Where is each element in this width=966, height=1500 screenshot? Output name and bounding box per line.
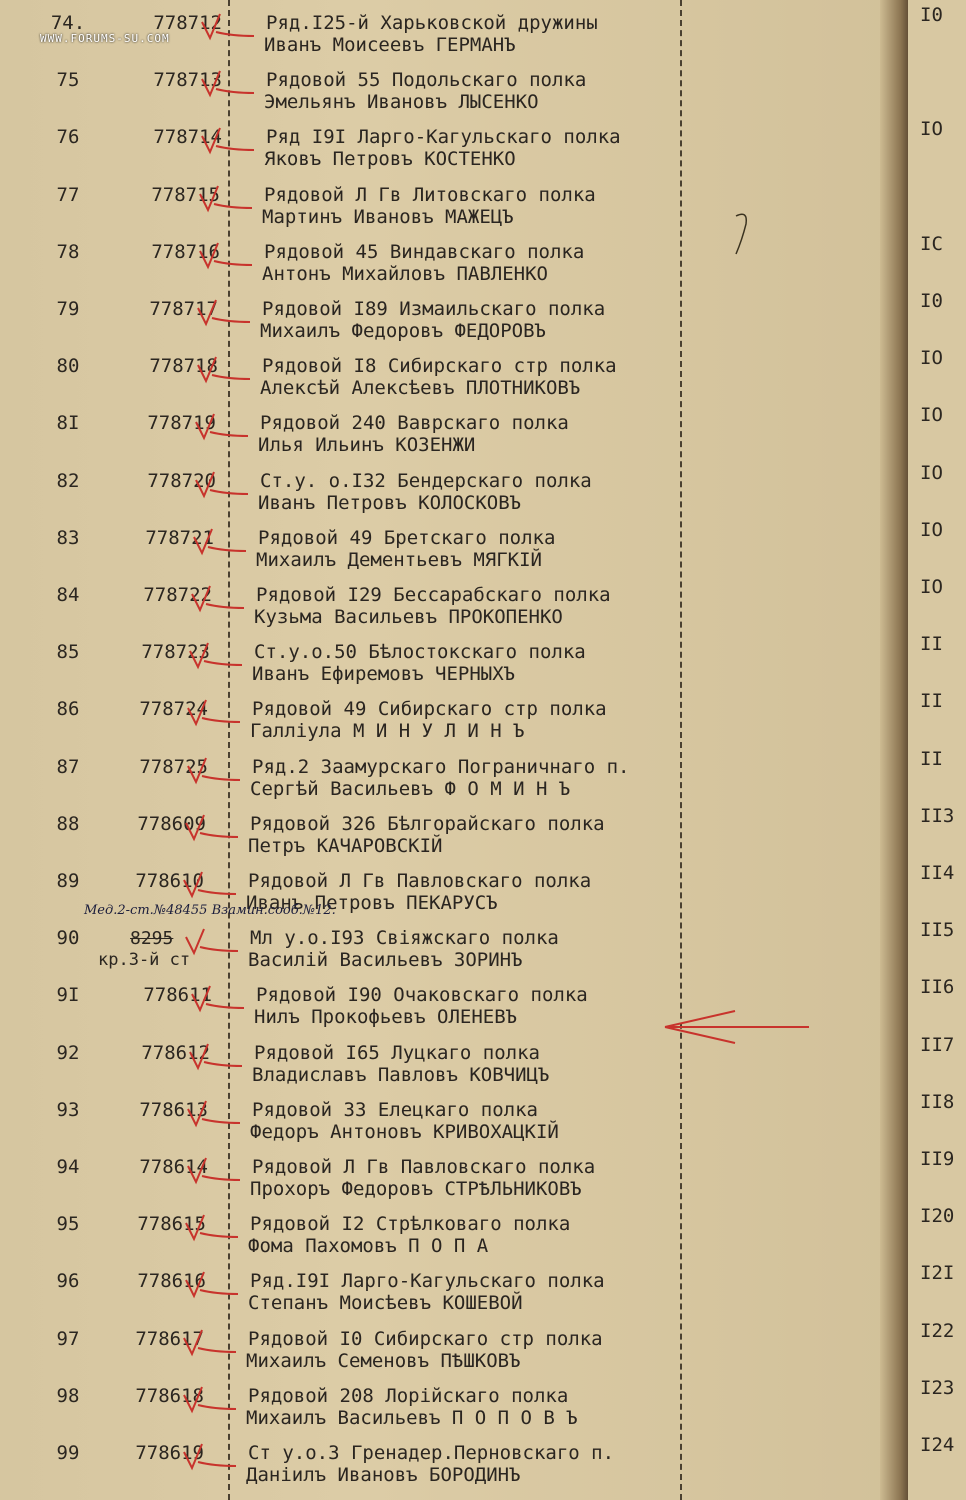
entry-name: Михаилъ Дементьевъ МЯГКIЙ bbox=[256, 548, 542, 571]
entry-number: 8I bbox=[56, 412, 80, 435]
check-mark-icon bbox=[184, 1156, 244, 1186]
registry-number: 778616 bbox=[137, 1270, 206, 1293]
entry-number: 75 bbox=[56, 69, 80, 92]
entry-name: Иванъ Петровъ ПЕКАРУСЪ bbox=[246, 892, 498, 914]
page-number: II6 bbox=[920, 976, 955, 999]
page-number: II7 bbox=[920, 1033, 955, 1056]
entry-name: Илья Ильинъ КОЗЕНЖИ bbox=[258, 434, 476, 457]
entry-unit: Рядовой I89 Измаильскаго полка bbox=[262, 298, 606, 320]
entry-number: 83 bbox=[56, 526, 80, 549]
list-item bbox=[0, 1385, 880, 1442]
entry-unit: Ряд I9I Ларго-Кагульскаго полка bbox=[266, 126, 621, 149]
list-item bbox=[0, 412, 880, 469]
list-item bbox=[0, 756, 880, 813]
page-number: II3 bbox=[920, 804, 955, 827]
entry-name: Прохоръ Федоровъ СТРѢЛЬНИКОВЪ bbox=[250, 1178, 582, 1200]
entry-unit: Рядовой 33 Елецкаго полка bbox=[252, 1098, 538, 1121]
entry-unit: Ряд.I25-й Харьковской дружины bbox=[266, 12, 598, 34]
check-mark-icon bbox=[182, 927, 242, 957]
list-item bbox=[0, 1042, 880, 1099]
registry-number: 778724 bbox=[139, 698, 208, 721]
entry-unit: Рядовой 208 Лорiйскаго полка bbox=[248, 1384, 569, 1407]
entry-name: Владиславъ Павловъ КОВЧИЦЪ bbox=[252, 1063, 550, 1086]
check-mark-icon bbox=[182, 1213, 242, 1243]
list-item bbox=[0, 1328, 880, 1385]
registry-number: 778614 bbox=[139, 1156, 208, 1178]
entry-name: Василiй Васильевъ ЗОРИНЪ bbox=[248, 949, 523, 972]
check-mark-icon bbox=[186, 1042, 246, 1072]
page-number: II8 bbox=[920, 1090, 955, 1113]
entry-number: 74. bbox=[50, 12, 86, 34]
check-mark-icon bbox=[196, 241, 256, 271]
page-number: IO bbox=[920, 347, 943, 370]
page-number: II bbox=[920, 747, 943, 770]
pencil-mark-icon bbox=[728, 210, 758, 270]
entry-number: 92 bbox=[56, 1041, 80, 1064]
entry-name: Галлiула М И Н У Л И Н Ъ bbox=[250, 720, 525, 743]
check-mark-icon bbox=[188, 584, 248, 614]
registry-number: 778723 bbox=[141, 641, 210, 664]
list-item bbox=[0, 641, 880, 698]
book-gutter bbox=[880, 0, 910, 1500]
registry-number: 778725 bbox=[139, 755, 208, 778]
check-mark-icon bbox=[196, 184, 256, 214]
entry-number: 77 bbox=[56, 183, 80, 206]
registry-number: 778611 bbox=[143, 984, 212, 1007]
list-item bbox=[0, 1156, 880, 1213]
entry-name: Петръ КАЧАРОВСКIЙ bbox=[248, 834, 443, 857]
registry-number: 778613 bbox=[139, 1098, 208, 1121]
entry-number: 85 bbox=[56, 641, 80, 664]
page-number: IO bbox=[920, 576, 943, 598]
list-item bbox=[0, 1442, 880, 1499]
entry-name: Михаилъ Федоровъ ФЕДОРОВЪ bbox=[260, 320, 546, 342]
list-item bbox=[0, 126, 880, 183]
registry-number: 778618 bbox=[135, 1384, 204, 1407]
registry-number: 778720 bbox=[147, 469, 216, 492]
check-mark-icon bbox=[182, 1270, 242, 1300]
entry-number: 87 bbox=[56, 755, 80, 778]
entry-unit: Рядовой 45 Виндавскаго полка bbox=[264, 240, 585, 263]
check-mark-icon bbox=[180, 1385, 240, 1415]
page-number: IO bbox=[920, 118, 943, 141]
entry-name: Нилъ Прокофьевъ ОЛЕНЕВЪ bbox=[254, 1006, 518, 1029]
registry-number: 778615 bbox=[137, 1213, 206, 1236]
entry-unit: Ст у.о.3 Гренадер.Перновскаго п. bbox=[248, 1442, 615, 1464]
check-mark-icon bbox=[192, 412, 252, 442]
entry-number: 95 bbox=[56, 1213, 80, 1236]
list-item bbox=[0, 69, 880, 126]
struck-old-number: 8295 bbox=[130, 928, 174, 949]
entry-number: 94 bbox=[56, 1156, 80, 1178]
registry-number: 778712 bbox=[153, 12, 222, 34]
entry-number: 88 bbox=[56, 812, 80, 835]
page-number: I20 bbox=[920, 1205, 955, 1228]
handwritten-annotation: Мед.2-ст.№48455 Взамин.сооб.№12. bbox=[84, 903, 336, 918]
entry-unit: Рядовой I90 Очаковскаго полка bbox=[256, 984, 588, 1007]
entry-number: 99 bbox=[56, 1442, 80, 1464]
entry-unit: Ряд.2 Заамурскаго Пограничнаго п. bbox=[252, 755, 630, 778]
entry-unit: Мл у.о.I93 Свiяжскаго полка bbox=[250, 927, 559, 950]
page-number: I23 bbox=[920, 1376, 955, 1399]
entry-number: 93 bbox=[56, 1098, 80, 1121]
entry-unit: Рядовой 326 Бѣлгорайскаго полка bbox=[250, 812, 605, 835]
registry-number: 778610 bbox=[135, 870, 204, 892]
entry-number: 97 bbox=[56, 1327, 80, 1350]
page-number: II bbox=[920, 633, 943, 656]
page-number: I22 bbox=[920, 1319, 955, 1342]
entry-number: 90 bbox=[56, 927, 80, 950]
entry-name: Эмельянъ Ивановъ ЛЫСЕНКО bbox=[264, 91, 539, 114]
entry-name: Иванъ Петровъ КОЛОСКОВЪ bbox=[258, 491, 522, 514]
entry-name: Михаилъ Васильевъ П О П О В Ъ bbox=[246, 1406, 578, 1429]
entry-name: Данiилъ Ивановъ БОРОДИНЪ bbox=[246, 1464, 521, 1486]
entry-number: 79 bbox=[56, 298, 80, 320]
page-number: IO bbox=[920, 518, 943, 541]
entry-name: Фома Пахомовъ П О П А bbox=[248, 1235, 489, 1258]
entry-number: 84 bbox=[56, 584, 80, 606]
registry-number: 778721 bbox=[145, 526, 214, 549]
list-item bbox=[0, 470, 880, 527]
entry-number: 80 bbox=[56, 355, 80, 378]
list-item bbox=[0, 1213, 880, 1270]
entry-name: Иванъ Ефиремовъ ЧЕРНЫХЪ bbox=[252, 663, 516, 686]
entry-name: Сергѣй Васильевъ Ф О М И Н Ъ bbox=[250, 777, 571, 800]
watermark: WWW.FORUMS-SU.COM bbox=[40, 32, 170, 45]
registry-number: 778722 bbox=[143, 584, 212, 606]
page-number: I24 bbox=[920, 1434, 955, 1456]
check-mark-icon bbox=[184, 1099, 244, 1129]
entry-name: Степанъ Моисѣевъ КОШЕВОЙ bbox=[248, 1292, 523, 1315]
entry-number: 86 bbox=[56, 698, 80, 721]
check-mark-icon bbox=[198, 12, 258, 42]
page-number: II4 bbox=[920, 862, 955, 884]
entry-number: 89 bbox=[56, 870, 80, 892]
registry-number: 778716 bbox=[151, 240, 220, 263]
entry-unit: Рядовой I0 Сибирскаго стр полка bbox=[248, 1327, 603, 1350]
entry-number: 96 bbox=[56, 1270, 80, 1293]
page-number: II9 bbox=[920, 1148, 955, 1170]
list-item bbox=[0, 584, 880, 641]
entry-number: 9I bbox=[56, 984, 80, 1007]
page-number: I2I bbox=[920, 1262, 955, 1285]
entry-name: Яковъ Петровъ КОСТЕНКО bbox=[264, 148, 516, 171]
entry-name: Иванъ Моисеевъ ГЕРМАНЪ bbox=[264, 34, 516, 56]
registry-number: 778714 bbox=[153, 126, 222, 149]
check-mark-icon bbox=[184, 698, 244, 728]
entry-unit: Рядовой 49 Сибирскаго стр полка bbox=[252, 698, 607, 721]
registry-number: 778717 bbox=[149, 298, 218, 320]
check-mark-icon bbox=[188, 984, 248, 1014]
entry-number: 76 bbox=[56, 126, 80, 149]
list-item bbox=[0, 298, 880, 355]
registry-number: 778617 bbox=[135, 1327, 204, 1350]
check-mark-icon bbox=[180, 870, 240, 900]
entry-unit: Рядовой I2 Стрѣлковаго полка bbox=[250, 1213, 571, 1236]
list-item bbox=[0, 355, 880, 412]
check-mark-icon bbox=[184, 756, 244, 786]
entry-name: Мартинъ Ивановъ МАЖЕЦЪ bbox=[262, 205, 514, 228]
entry-unit: Рядовой 240 Ваврскаго полка bbox=[260, 412, 569, 435]
check-mark-icon bbox=[182, 813, 242, 843]
registry-number: 778619 bbox=[135, 1442, 204, 1464]
registry-number: 778715 bbox=[151, 183, 220, 206]
entry-unit: Рядовой 49 Бретскаго полка bbox=[258, 526, 556, 549]
check-mark-icon bbox=[180, 1442, 240, 1472]
entry-unit: Рядовой I29 Бессарабскаго полка bbox=[256, 584, 611, 606]
registry-number: 778713 bbox=[153, 69, 222, 92]
registry-number: 778609 bbox=[137, 812, 206, 835]
entry-unit: Рядовой Л Гв Литовскаго полка bbox=[264, 183, 596, 206]
check-mark-icon bbox=[190, 527, 250, 557]
check-mark-icon bbox=[194, 355, 254, 385]
entry-unit: Ряд.I9I Ларго-Кагульскаго полка bbox=[250, 1270, 605, 1293]
entry-name: Михаилъ Семеновъ ПѢШКОВЪ bbox=[246, 1349, 521, 1372]
page-number: IO bbox=[920, 404, 943, 427]
list-item bbox=[0, 813, 880, 870]
entry-number: 82 bbox=[56, 469, 80, 492]
entry-name: Алексѣй Алексѣевъ ПЛОТНИКОВЪ bbox=[260, 377, 581, 400]
entry-name: Федоръ Антоновъ КРИВОХАЦКIЙ bbox=[250, 1120, 559, 1143]
entry-number: 98 bbox=[56, 1384, 80, 1407]
red-arrow-icon bbox=[655, 1005, 815, 1045]
check-mark-icon bbox=[198, 69, 258, 99]
list-item bbox=[0, 527, 880, 584]
entry-number: 78 bbox=[56, 240, 80, 263]
check-mark-icon bbox=[186, 641, 246, 671]
check-mark-icon bbox=[192, 470, 252, 500]
page-number: IC bbox=[920, 232, 943, 255]
list-item bbox=[0, 1270, 880, 1327]
page-number: II bbox=[920, 690, 943, 713]
registry-number: 778612 bbox=[141, 1041, 210, 1064]
list-item bbox=[0, 870, 880, 927]
entry-unit: Рядовой Л Гв Павловскаго полка bbox=[252, 1156, 596, 1178]
registry-number: 778718 bbox=[149, 355, 218, 378]
registry-number: 778719 bbox=[147, 412, 216, 435]
entry-name: Антонъ Михайловъ ПАВЛЕНКО bbox=[262, 262, 548, 285]
entry-unit: Ст.у.о.50 Бѣлостокскаго полка bbox=[254, 641, 586, 664]
entry-unit: Рядовой 55 Подольскаго полка bbox=[266, 69, 587, 92]
entry-unit: Рядовой I8 Сибирскаго стр полка bbox=[262, 355, 617, 378]
page-number: I0 bbox=[920, 290, 943, 312]
entry-unit: Рядовой I65 Луцкаго полка bbox=[254, 1041, 540, 1064]
check-mark-icon bbox=[180, 1328, 240, 1358]
page-number: IO bbox=[920, 461, 943, 484]
entry-unit: Ст.у. о.I32 Бендерскаго полка bbox=[260, 469, 592, 492]
check-mark-icon bbox=[198, 126, 258, 156]
rank-note: кр.3-й ст bbox=[98, 950, 191, 970]
list-item bbox=[0, 1099, 880, 1156]
list-item bbox=[0, 698, 880, 755]
check-mark-icon bbox=[194, 298, 254, 328]
page-number: II5 bbox=[920, 919, 955, 942]
entry-unit: Рядовой Л Гв Павловскаго полка bbox=[248, 870, 592, 892]
entry-name: Кузьма Васильевъ ПРОКОПЕНКО bbox=[254, 606, 563, 628]
page-number: I0 bbox=[920, 4, 943, 26]
